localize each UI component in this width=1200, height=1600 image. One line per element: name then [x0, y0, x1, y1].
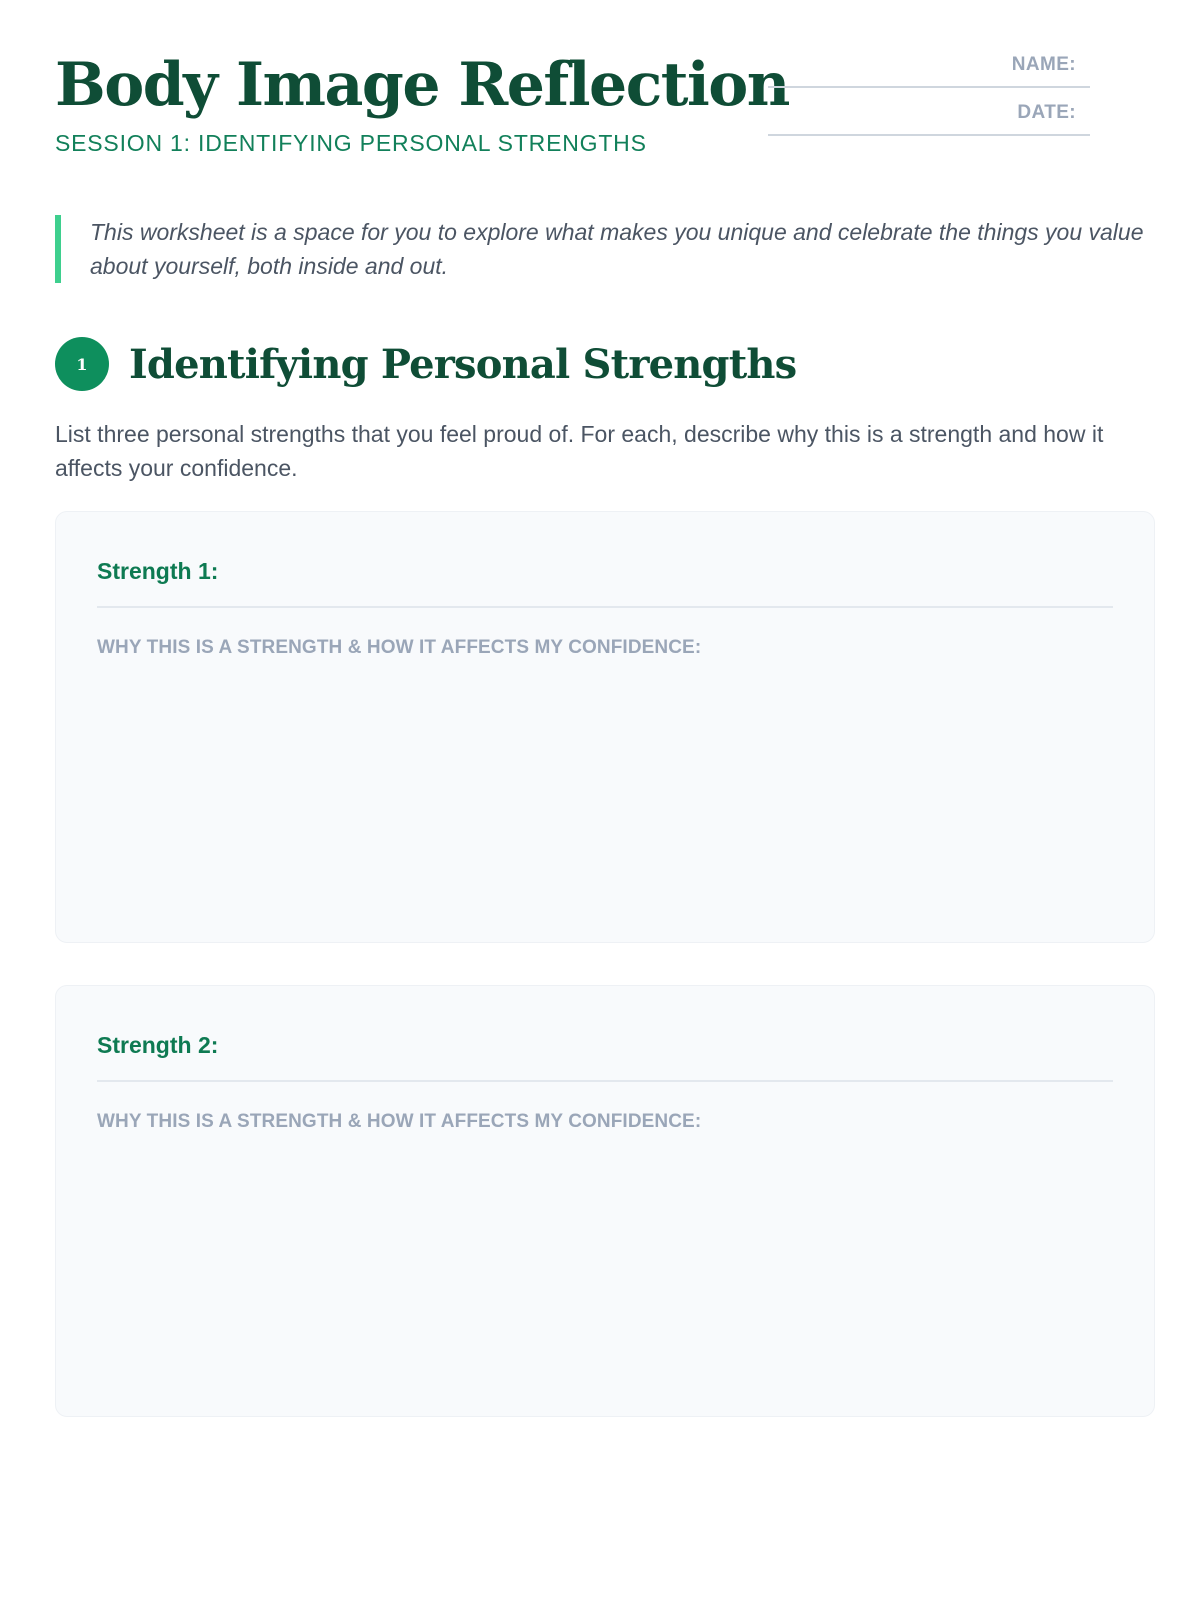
section-heading	[55, 337, 796, 391]
name-label: NAME:	[1011, 54, 1076, 75]
strength-card-2	[55, 985, 1155, 1417]
strength-answer-line[interactable]	[97, 1080, 1113, 1082]
worksheet-header	[55, 0, 1145, 170]
strength-card-1	[55, 511, 1155, 943]
strength-label: Strength 1:	[97, 558, 219, 584]
session-subtitle: SESSION 1: IDENTIFYING PERSONAL STRENGTHS	[55, 130, 647, 156]
strength-prompt: WHY THIS IS A STRENGTH & HOW IT AFFECTS MY CONFIDENCE:	[97, 637, 702, 658]
name-date-fields	[768, 50, 1090, 146]
section-description: List three personal strengths that you feel proud of. For each, describe why this is a strength and how it affects your confidence.	[55, 421, 1104, 481]
section-title: Identifying Personal Strengths	[129, 340, 797, 388]
strength-label: Strength 2:	[97, 1032, 219, 1058]
page-title: Body Image Reflection	[55, 50, 789, 120]
strength-prompt: WHY THIS IS A STRENGTH & HOW IT AFFECTS MY CONFIDENCE:	[97, 1111, 702, 1132]
date-label: DATE:	[1017, 102, 1076, 123]
intro-quote: This worksheet is a space for you to explore what makes you unique and celebrate the things you value about yourself, both inside and out.	[55, 215, 1145, 283]
strength-answer-line[interactable]	[97, 606, 1113, 608]
date-field[interactable]	[768, 98, 1090, 136]
name-field[interactable]	[768, 50, 1090, 88]
section-number-badge: 1	[55, 337, 109, 391]
